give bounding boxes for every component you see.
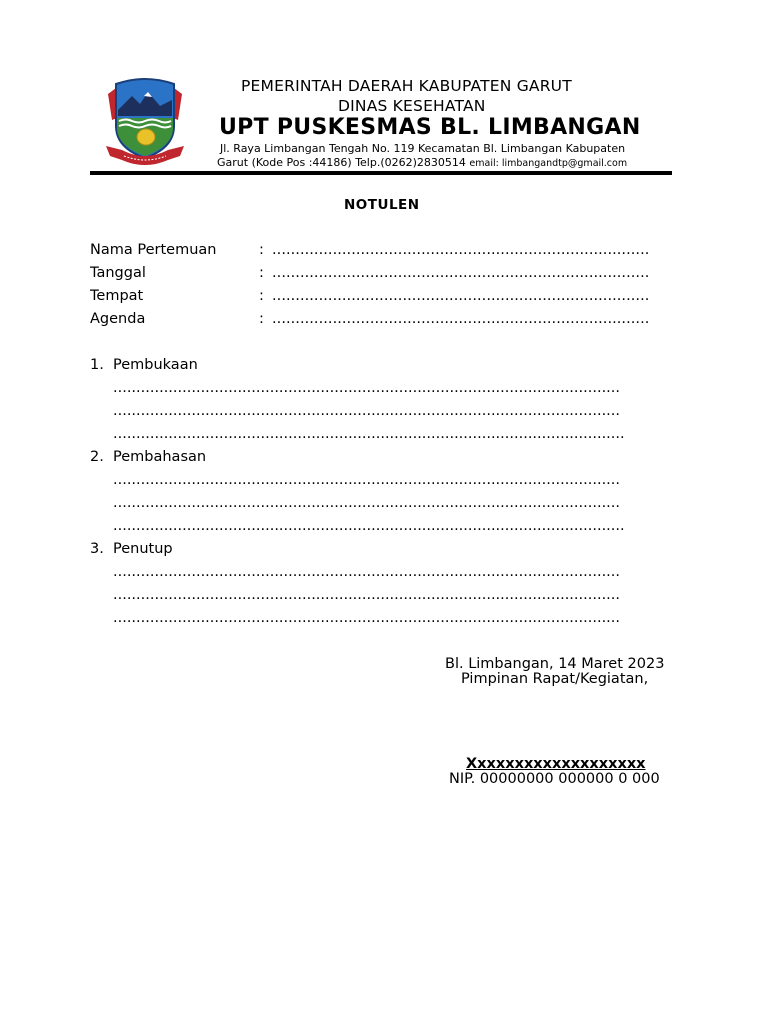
section-dotted-line: .............................................................................................................. (113, 610, 621, 626)
field-colon: : (259, 288, 264, 304)
signature-name: Xxxxxxxxxxxxxxxxxxx (466, 756, 646, 772)
kop-address-line-2 (217, 156, 627, 169)
section-dotted-line: ............................................................................................................... (113, 426, 625, 442)
section-dotted-line: .............................................................................................................. (113, 403, 621, 419)
kop-department-name: DINAS KESEHATAN (338, 97, 486, 115)
kop-institution-name: UPT PUSKESMAS BL. LIMBANGAN (219, 115, 641, 140)
section-number: 1. (90, 357, 104, 373)
field-label-tanggal: Tanggal (90, 265, 146, 281)
signature-role: Pimpinan Rapat/Kegiatan, (461, 671, 649, 687)
field-label-agenda: Agenda (90, 311, 146, 327)
field-value-agenda: ................................................................................. (272, 311, 650, 327)
field-colon: : (259, 311, 264, 327)
field-label-tempat: Tempat (90, 288, 144, 304)
signature-place-date: Bl. Limbangan, 14 Maret 2023 (445, 656, 665, 672)
section-heading-pembahasan: Pembahasan (113, 449, 207, 465)
field-value-nama-pertemuan: ................................................................................. (272, 242, 650, 258)
section-heading-penutup: Penutup (113, 541, 173, 557)
section-dotted-line: ............................................................................................................... (113, 518, 625, 534)
section-heading-pembukaan: Pembukaan (113, 357, 198, 373)
field-label-nama-pertemuan: Nama Pertemuan (90, 242, 217, 258)
section-dotted-line: .............................................................................................................. (113, 380, 621, 396)
document-title: NOTULEN (344, 197, 420, 213)
header-divider (90, 171, 672, 175)
section-dotted-line: .............................................................................................................. (113, 472, 621, 488)
field-colon: : (259, 242, 264, 258)
kop-government-name: PEMERINTAH DAERAH KABUPATEN GARUT (241, 77, 572, 95)
section-dotted-line: .............................................................................................................. (113, 564, 621, 580)
signature-nip: NIP. 00000000 000000 0 000 (449, 771, 660, 787)
kop-address-phone: Garut (Kode Pos :44186) Telp.(0262)2830514 (217, 156, 466, 169)
section-dotted-line: .............................................................................................................. (113, 495, 621, 511)
section-number: 2. (90, 449, 104, 465)
kop-address-line-1: Jl. Raya Limbangan Tengah No. 119 Kecamatan Bl. Limbangan Kabupaten (220, 142, 626, 155)
section-number: 3. (90, 541, 104, 557)
field-value-tempat: ................................................................................. (272, 288, 650, 304)
garut-regency-emblem-icon (102, 76, 188, 168)
section-dotted-line: .............................................................................................................. (113, 587, 621, 603)
field-colon: : (259, 265, 264, 281)
kop-email: email: limbangandtp@gmail.com (469, 158, 628, 169)
field-value-tanggal: ................................................................................. (272, 265, 650, 281)
